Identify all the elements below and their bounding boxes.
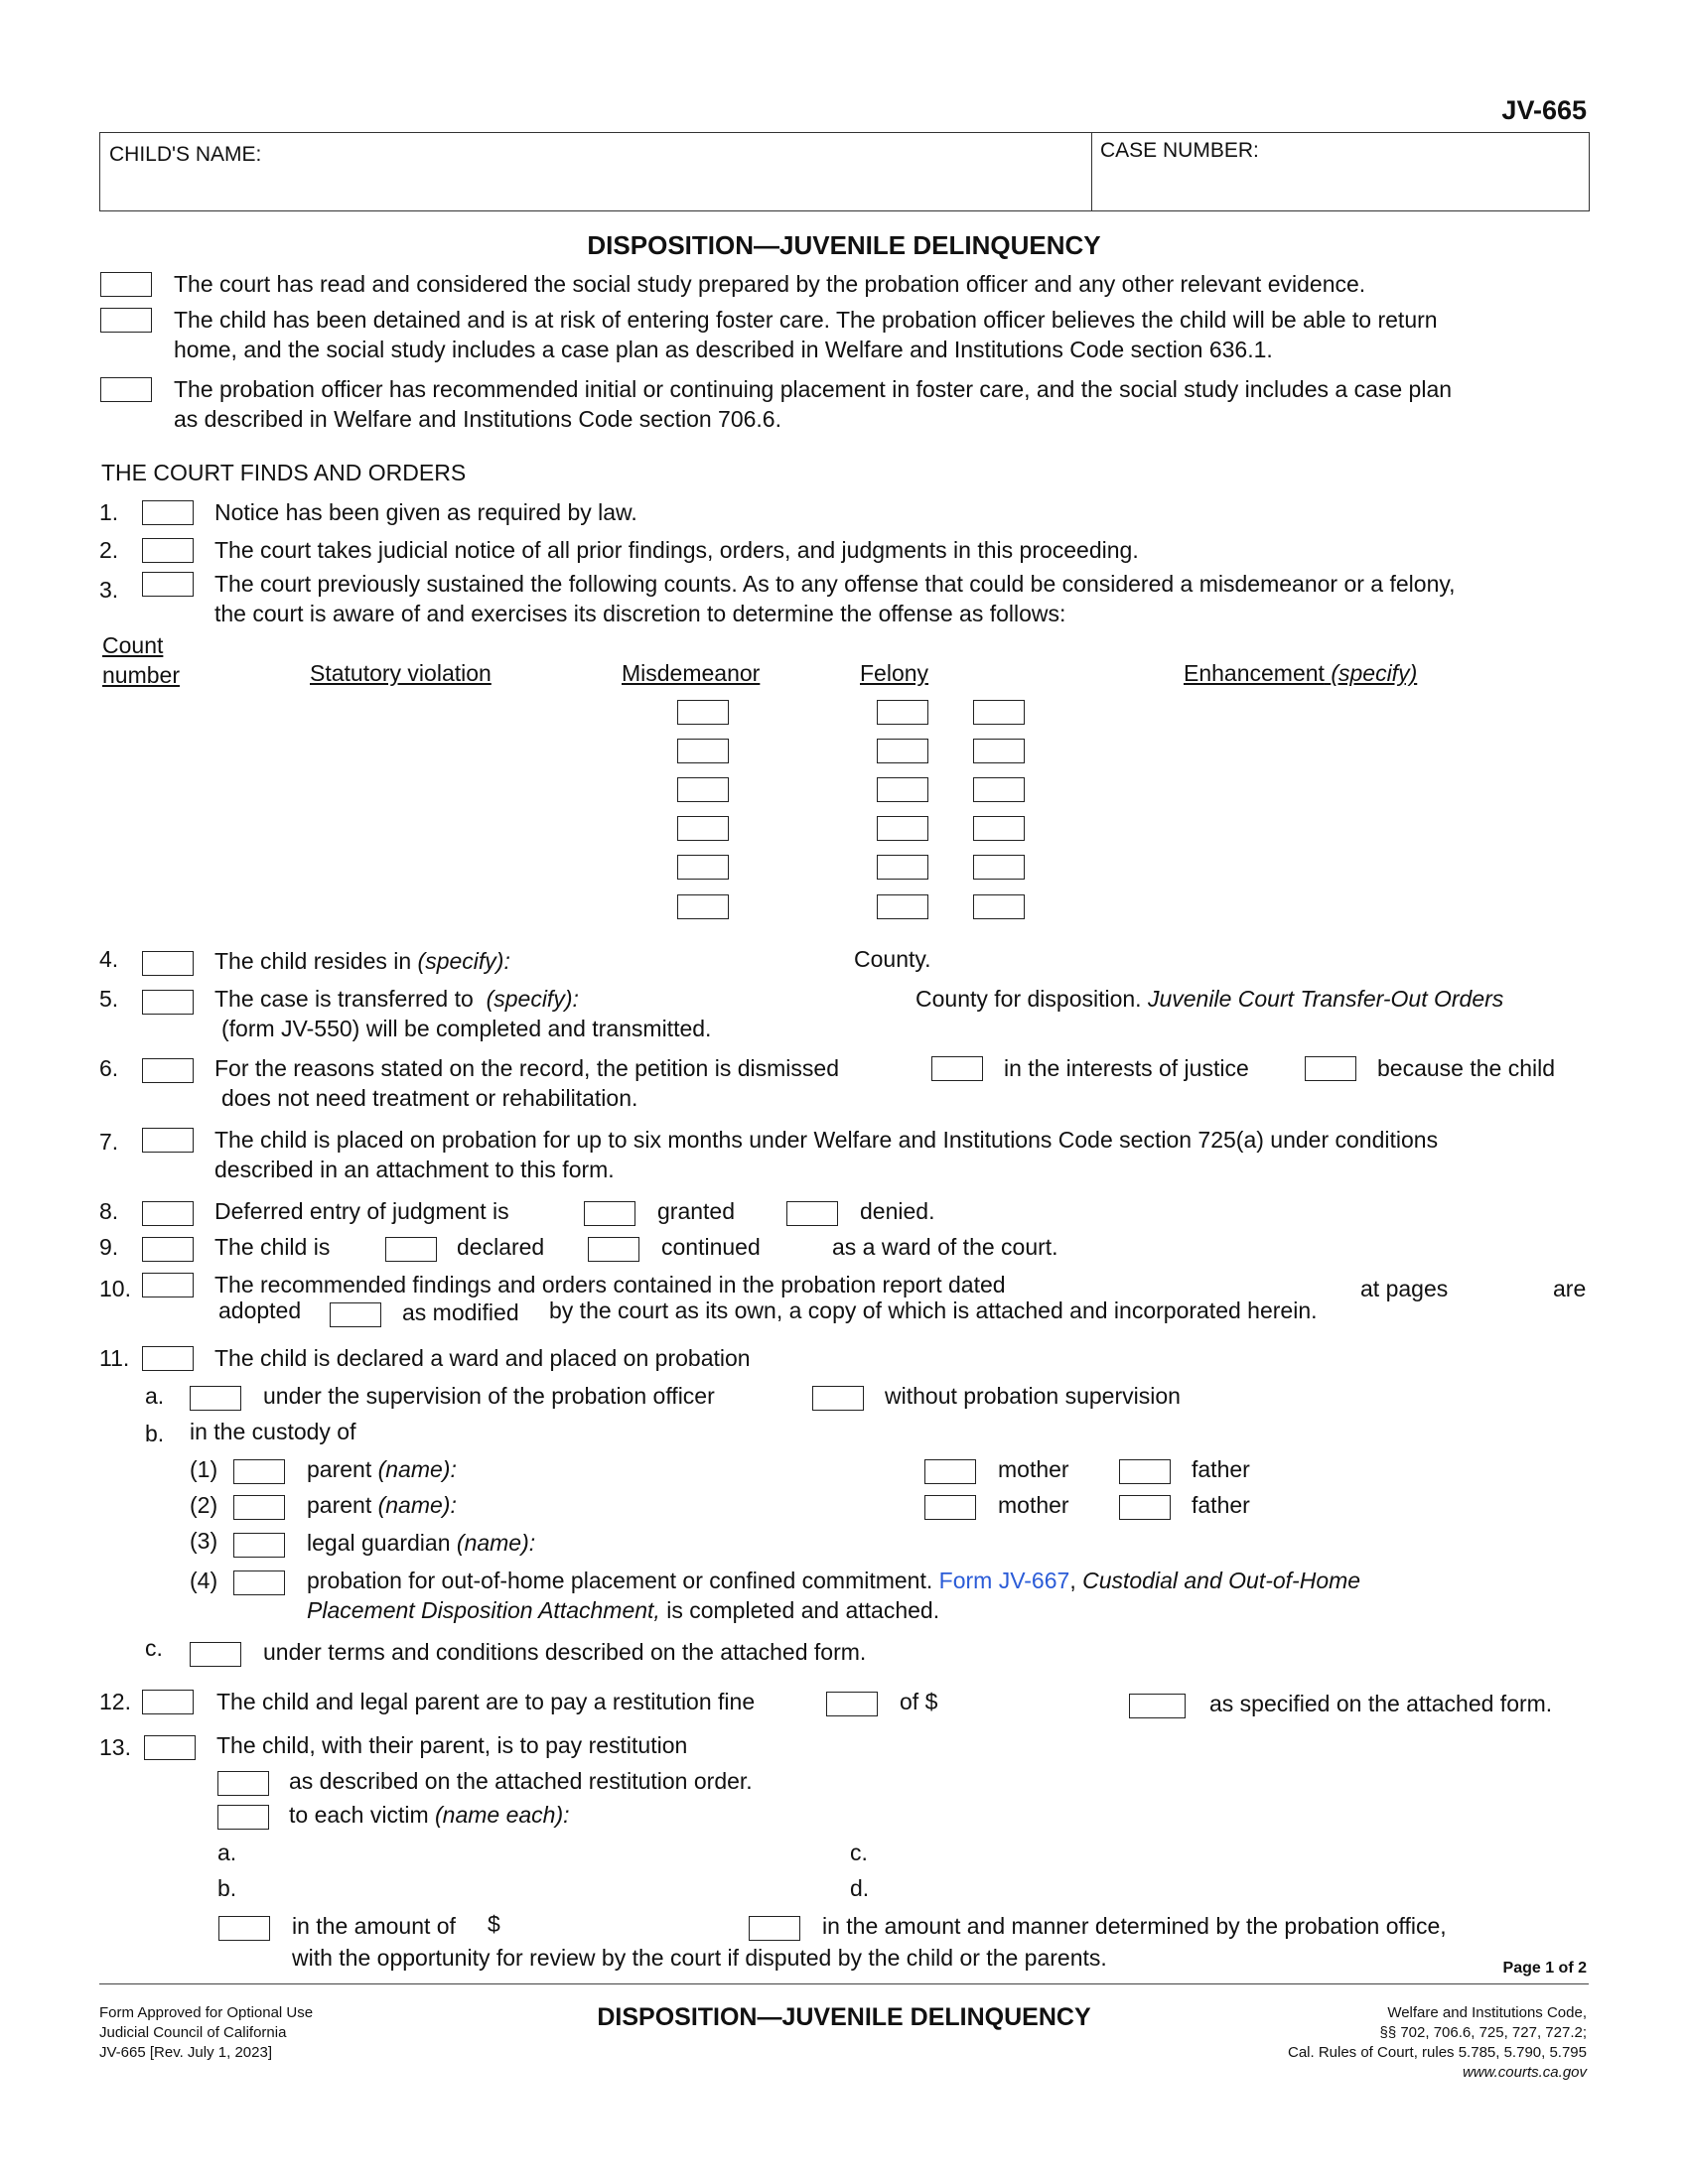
item-10-pages: at pages	[1360, 1276, 1449, 1301]
checkbox-granted[interactable]	[584, 1201, 635, 1226]
item-11-text: The child is declared a ward and placed on probation	[214, 1345, 751, 1371]
item-10-modified: as modified	[402, 1299, 519, 1325]
item-11b3-label: (3)	[190, 1528, 218, 1554]
item-4-county: County.	[854, 946, 931, 972]
felony-extra-checkbox-2[interactable]	[973, 739, 1025, 763]
item-1-text: Notice has been given as required by law.	[214, 499, 637, 525]
item-5-county: County for disposition. Juvenile Court Transfer-Out Orders	[915, 986, 1504, 1012]
item-11a-text-2: without probation supervision	[885, 1383, 1181, 1409]
item-13-dollar: $	[488, 1911, 500, 1937]
victim-d-label: d.	[850, 1875, 870, 1901]
footer-left-1: Form Approved for Optional Use	[99, 2004, 314, 2021]
item-5-text: The case is transferred to (specify):	[214, 986, 579, 1012]
item-7-number: 7.	[99, 1129, 119, 1155]
checkbox-11b1-father[interactable]	[1119, 1459, 1171, 1484]
child-name-label: CHILD'S NAME:	[109, 143, 262, 166]
felony-checkbox-2[interactable]	[877, 739, 928, 763]
checkbox-11b1-mother[interactable]	[924, 1459, 976, 1484]
item-13-probation-text: in the amount and manner determined by the probation office,	[822, 1913, 1447, 1939]
item-10-text-e: by the court as its own, a copy of which is attached and incorporated herein.	[549, 1297, 1318, 1323]
item-11c-text: under terms and conditions described on the attached form.	[263, 1639, 867, 1665]
item-9-number: 9.	[99, 1234, 119, 1260]
checkbox-12-fine-amount[interactable]	[826, 1692, 878, 1716]
item-4-number: 4.	[99, 946, 119, 972]
footer-website-link[interactable]: www.courts.ca.gov	[1462, 2064, 1587, 2081]
item-9-text: The child is	[214, 1234, 331, 1260]
item-11b1-mother: mother	[998, 1456, 1069, 1482]
item-7-text-b: described in an attachment to this form.	[214, 1157, 615, 1182]
checkbox-intro-3[interactable]	[100, 377, 152, 402]
checkbox-12-attached-form[interactable]	[1129, 1694, 1186, 1718]
checkbox-as-modified[interactable]	[330, 1302, 381, 1327]
felony-extra-checkbox-4[interactable]	[973, 816, 1025, 841]
checkbox-declared[interactable]	[385, 1237, 437, 1262]
item-8-denied: denied.	[860, 1198, 935, 1224]
victim-c-label: c.	[850, 1840, 868, 1865]
checkbox-intro-1[interactable]	[100, 272, 152, 297]
felony-extra-checkbox-5[interactable]	[973, 855, 1025, 880]
misdemeanor-checkbox-1[interactable]	[677, 700, 729, 725]
item-11b4-text: probation for out-of-home placement or confined commitment. Form JV-667, Custodial and Out-of-Home	[307, 1568, 1361, 1593]
felony-header: Felony	[860, 660, 929, 686]
item-13-number: 13.	[99, 1734, 131, 1760]
item-8-number: 8.	[99, 1198, 119, 1224]
child-name-field[interactable]	[99, 132, 1092, 211]
checkbox-continued[interactable]	[588, 1237, 639, 1262]
checkbox-item-9[interactable]	[142, 1237, 194, 1262]
intro-line-2: The child has been detained and is at risk of entering foster care. The probation officer believes the child will be able to return	[174, 307, 1438, 333]
item-11b2-label: (2)	[190, 1492, 218, 1518]
item-13-option-b: to each victim (name each):	[289, 1802, 570, 1828]
item-9-continued: continued	[661, 1234, 761, 1260]
item-6-option-a: in the interests of justice	[1004, 1055, 1249, 1081]
item-11c-label: c.	[145, 1635, 163, 1661]
footer-divider	[99, 1983, 1589, 1984]
footer-left-2: Judicial Council of California	[99, 2024, 287, 2041]
item-3-text-a: The court previously sustained the following counts. As to any offense that could be considered a misdemeanor or a felony,	[214, 571, 1456, 597]
item-11b4-text-b: Placement Disposition Attachment, is completed and attached.	[307, 1597, 940, 1623]
case-number-field[interactable]	[1091, 132, 1590, 211]
item-6-text-c: does not need treatment or rehabilitation.	[221, 1085, 638, 1111]
checkbox-item-13[interactable]	[144, 1735, 196, 1760]
form-id: JV-665	[1501, 95, 1587, 125]
page-title: DISPOSITION—JUVENILE DELINQUENCY	[587, 230, 1101, 260]
misdemeanor-checkbox-5[interactable]	[677, 855, 729, 880]
count-header-1: Count	[102, 632, 164, 658]
item-2-number: 2.	[99, 537, 119, 563]
item-11a-label: a.	[145, 1383, 165, 1409]
intro-line-4: The probation officer has recommended initial or continuing placement in foster care, and the social study includes a case plan	[174, 376, 1453, 402]
item-10-adopted: adopted	[218, 1297, 302, 1323]
footer-right-2: §§ 702, 706.6, 725, 727, 727.2;	[1379, 2024, 1587, 2041]
item-10-text: The recommended findings and orders contained in the probation report dated	[214, 1272, 1006, 1297]
item-7-text-a: The child is placed on probation for up to six months under Welfare and Institutions Code section 725(a) under conditions	[214, 1127, 1439, 1153]
item-12-dollar: of $	[900, 1689, 938, 1714]
intro-line-1: The court has read and considered the social study prepared by the probation officer and any other relevant evidence.	[174, 271, 1366, 297]
item-11a-text: under the supervision of the probation officer	[263, 1383, 715, 1409]
item-5-number: 5.	[99, 986, 119, 1012]
felony-checkbox-5[interactable]	[877, 855, 928, 880]
checkbox-item-11[interactable]	[142, 1346, 194, 1371]
checkbox-13-restitution-order[interactable]	[217, 1771, 269, 1796]
victim-b-label: b.	[217, 1875, 237, 1901]
item-11b2-father: father	[1192, 1492, 1250, 1518]
footer-right-1: Welfare and Institutions Code,	[1387, 2004, 1587, 2021]
checkbox-13-amount[interactable]	[218, 1916, 270, 1941]
misdemeanor-header: Misdemeanor	[622, 660, 761, 686]
felony-extra-checkbox-1[interactable]	[973, 700, 1025, 725]
item-11b1-father: father	[1192, 1456, 1250, 1482]
section-heading: THE COURT FINDS AND ORDERS	[101, 460, 467, 485]
item-6-option-b: because the child	[1377, 1055, 1556, 1081]
checkbox-11b3[interactable]	[233, 1533, 285, 1558]
item-11b3-text: legal guardian (name):	[307, 1530, 536, 1556]
item-11b1-text: parent (name):	[307, 1456, 457, 1482]
misdemeanor-checkbox-3[interactable]	[677, 777, 729, 802]
item-10-number: 10.	[99, 1276, 131, 1301]
item-2-text: The court takes judicial notice of all prior findings, orders, and judgments in this proceeding.	[214, 537, 1139, 563]
count-header-2: number	[102, 662, 180, 688]
checkbox-intro-2[interactable]	[100, 308, 152, 333]
checkbox-item-12[interactable]	[142, 1690, 194, 1714]
item-3-text-b: the court is aware of and exercises its discretion to determine the offense as follows:	[214, 601, 1066, 626]
item-13-review-text: with the opportunity for review by the court if disputed by the child or the parents.	[292, 1945, 1107, 1971]
item-11b2-mother: mother	[998, 1492, 1069, 1518]
felony-extra-checkbox-6[interactable]	[973, 894, 1025, 919]
intro-line-5: as described in Welfare and Institutions Code section 706.6.	[174, 406, 781, 432]
felony-checkbox-6[interactable]	[877, 894, 928, 919]
item-6-number: 6.	[99, 1055, 119, 1081]
page-number: Page 1 of 2	[1502, 1960, 1587, 1977]
enhancement-header: Enhancement (specify)	[1184, 660, 1418, 686]
form-jv667-link[interactable]: Form JV-667	[938, 1568, 1070, 1593]
item-5-text-b: (form JV-550) will be completed and transmitted.	[221, 1016, 712, 1041]
footer-title: DISPOSITION—JUVENILE DELINQUENCY	[597, 2003, 1091, 2031]
checkbox-13-each-victim[interactable]	[217, 1805, 269, 1830]
felony-checkbox-1[interactable]	[877, 700, 928, 725]
checkbox-item-3[interactable]	[142, 572, 194, 597]
case-number-label: CASE NUMBER:	[1100, 139, 1259, 162]
checkbox-11b2[interactable]	[233, 1495, 285, 1520]
item-3-number: 3.	[99, 577, 119, 603]
item-11b-text: in the custody of	[190, 1419, 356, 1444]
item-13-text: The child, with their parent, is to pay restitution	[216, 1732, 688, 1758]
checkbox-item-5[interactable]	[142, 990, 194, 1015]
checkbox-item-1[interactable]	[142, 500, 194, 525]
checkbox-11a-supervision[interactable]	[190, 1386, 241, 1411]
item-9-declared: declared	[457, 1234, 545, 1260]
intro-line-3: home, and the social study includes a case plan as described in Welfare and Institutions Code section 636.1.	[174, 337, 1273, 362]
checkbox-item-8[interactable]	[142, 1201, 194, 1226]
footer-right-3: Cal. Rules of Court, rules 5.785, 5.790, 5.795	[1287, 2044, 1587, 2061]
checkbox-item-7[interactable]	[142, 1128, 194, 1153]
checkbox-11b2-mother[interactable]	[924, 1495, 976, 1520]
item-8-granted: granted	[657, 1198, 736, 1224]
checkbox-item-4[interactable]	[142, 951, 194, 976]
item-9-ward: as a ward of the court.	[832, 1234, 1058, 1260]
item-12-text: The child and legal parent are to pay a restitution fine	[216, 1689, 756, 1714]
felony-extra-checkbox-3[interactable]	[973, 777, 1025, 802]
checkbox-denied[interactable]	[786, 1201, 838, 1226]
checkbox-item-2[interactable]	[142, 538, 194, 563]
checkbox-11a-without-supervision[interactable]	[812, 1386, 864, 1411]
item-6-text: For the reasons stated on the record, the petition is dismissed	[214, 1055, 839, 1081]
victim-a-label: a.	[217, 1840, 237, 1865]
felony-checkbox-3[interactable]	[877, 777, 928, 802]
checkbox-11b1[interactable]	[233, 1459, 285, 1484]
item-4-text: The child resides in (specify):	[214, 948, 510, 974]
misdemeanor-checkbox-6[interactable]	[677, 894, 729, 919]
item-11-number: 11.	[99, 1345, 130, 1371]
item-11b4-label: (4)	[190, 1568, 218, 1593]
checkbox-item-10[interactable]	[142, 1273, 194, 1297]
checkbox-11b4[interactable]	[233, 1570, 285, 1595]
misdemeanor-checkbox-4[interactable]	[677, 816, 729, 841]
checkbox-11c[interactable]	[190, 1642, 241, 1667]
item-11b1-label: (1)	[190, 1456, 218, 1482]
item-10-are: are	[1553, 1276, 1587, 1301]
footer-left-3: JV-665 [Rev. July 1, 2023]	[99, 2044, 272, 2061]
statutory-header: Statutory violation	[310, 660, 492, 686]
checkbox-11b2-father[interactable]	[1119, 1495, 1171, 1520]
item-12-number: 12.	[99, 1689, 131, 1714]
item-8-text: Deferred entry of judgment is	[214, 1198, 509, 1224]
item-13-amount-text: in the amount of	[292, 1913, 456, 1939]
item-13-option-a: as described on the attached restitution order.	[289, 1768, 753, 1794]
item-11b2-text: parent (name):	[307, 1492, 457, 1518]
item-11b-label: b.	[145, 1421, 165, 1446]
misdemeanor-checkbox-2[interactable]	[677, 739, 729, 763]
checkbox-item-6[interactable]	[142, 1058, 194, 1083]
item-1-number: 1.	[99, 499, 119, 525]
checkbox-13-probation-determined[interactable]	[749, 1916, 800, 1941]
item-12-attached: as specified on the attached form.	[1209, 1691, 1553, 1716]
checkbox-no-treatment[interactable]	[1305, 1056, 1356, 1081]
checkbox-interests-of-justice[interactable]	[931, 1056, 983, 1081]
felony-checkbox-4[interactable]	[877, 816, 928, 841]
